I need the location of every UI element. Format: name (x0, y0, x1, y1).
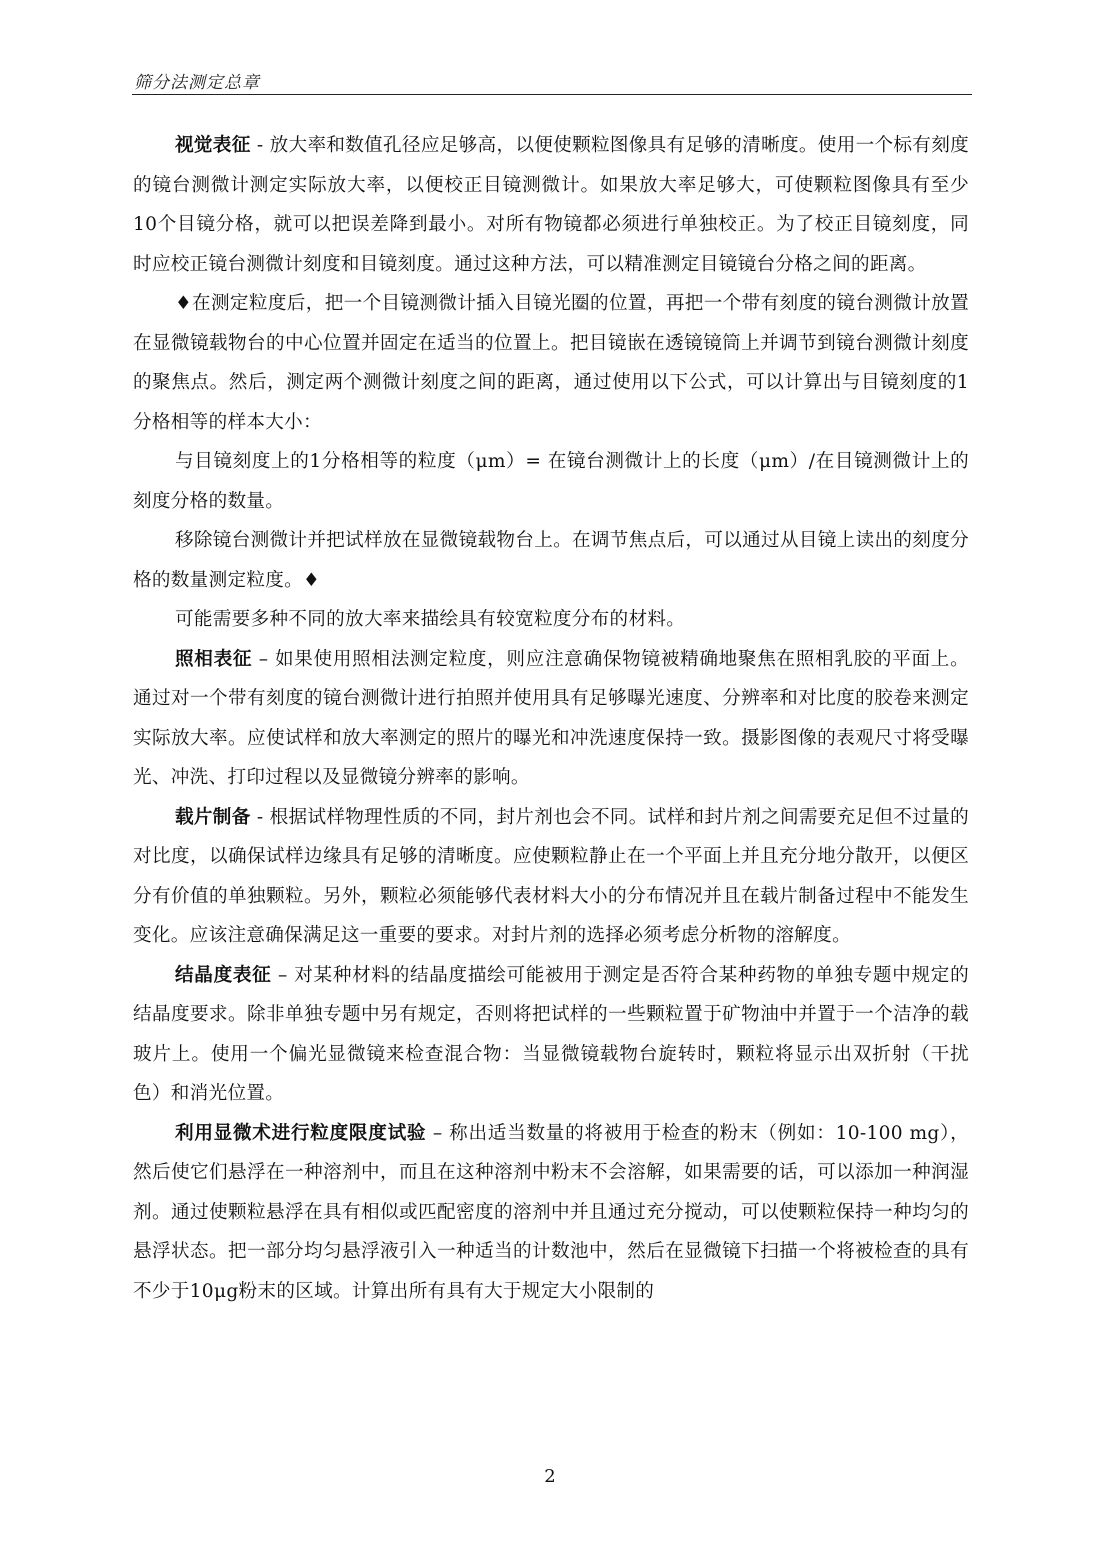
paragraph-separator: – (426, 1122, 450, 1144)
paragraph-term: 结晶度表征 (175, 964, 272, 986)
paragraph-separator: - (250, 806, 270, 828)
page-number: 2 (544, 1466, 556, 1487)
paragraph-term: 载片制备 (175, 806, 251, 828)
running-header (132, 64, 972, 95)
paragraph-separator: – (252, 648, 275, 670)
paragraph-text: 放大率和数值孔径应足够高，以便使颗粒图像具有足够的清晰度。使用一个标有刻度的镜台测微计测定实际放大率，以便校正目镜测微计。如果放大率足够大，可使颗粒图像具有至少10个目镜分格，就可以把误差降到最小。对所有物镜都必须进行单独校正。为了校正目镜刻度，同时应校正镜台测微计刻度和目镜刻度。通过这种方法，可以精准测定目镜镜台分格之间的距离。 (133, 135, 969, 275)
paragraph-magnification-note (133, 600, 969, 640)
paragraph-text: 与目镜刻度上的1分格相等的粒度（μm）= 在镜台测微计上的长度（μm）/在目镜测微计上的刻度分格的数量。 (133, 451, 969, 512)
paragraph-limit-test (133, 1114, 969, 1312)
paragraph-separator: - (250, 135, 270, 156)
paragraph-visual-characterization (133, 126, 969, 284)
paragraph-formula (133, 442, 969, 521)
paragraph-photographic-characterization (133, 640, 969, 798)
paragraph-calibration-procedure (133, 284, 969, 442)
paragraph-text: ♦在测定粒度后，把一个目镜测微计插入目镜光圈的位置，再把一个带有刻度的镜台测微计放置在显微镜载物台的中心位置并固定在适当的位置上。把目镜嵌在透镜镜筒上并调节到镜台测微计刻度的聚焦点。然后，测定两个测微计刻度之间的距离，通过使用以下公式，可以计算出与目镜刻度的1分格相等的样本大小： (133, 293, 969, 433)
paragraph-measure-particle-size (133, 521, 969, 600)
paragraph-text: 对某种材料的结晶度描绘可能被用于测定是否符合某种药物的单独专题中规定的结晶度要求。除非单独专题中另有规定，否则将把试样的一些颗粒置于矿物油中并置于一个洁净的载玻片上。使用一个偏光显微镜来检查混合物：当显微镜载物台旋转时，颗粒将显示出双折射（干扰色）和消光位置。 (133, 964, 969, 1104)
paragraph-text: 根据试样物理性质的不同，封片剂也会不同。试样和封片剂之间需要充足但不过量的对比度，以确保试样边缘具有足够的清晰度。应使颗粒静止在一个平面上并且充分地分散开，以便区分有价值的单独颗粒。另外，颗粒必须能够代表材料大小的分布情况并且在载片制备过程中不能发生变化。应该注意确保满足这一重要的要求。对封片剂的选择必须考虑分析物的溶解度。 (133, 806, 969, 946)
document-body (133, 126, 969, 1311)
paragraph-separator: – (271, 964, 295, 986)
paragraph-term: 视觉表征 (175, 135, 251, 156)
paragraph-term: 照相表征 (175, 648, 253, 670)
paragraph-slide-preparation (133, 798, 969, 956)
paragraph-text: 称出适当数量的将被用于检查的粉末（例如：10-100 mg），然后使它们悬浮在一种溶剂中，而且在这种溶剂中粉末不会溶解，如果需要的话，可以添加一种润湿剂。通过使颗粒悬浮在具有相似或匹配密度的溶剂中并且通过充分搅动，可以使颗粒保持一种均匀的悬浮状态。把一部分均匀悬浮液引入一种适当的计数池中，然后在显微镜下扫描一个将被检查的具有不少于10μg粉末的区域。计算出所有具有大于规定大小限制的 (133, 1122, 969, 1302)
paragraph-crystallinity-characterization (133, 956, 969, 1114)
paragraph-text: 可能需要多种不同的放大率来描绘具有较宽粒度分布的材料。 (175, 609, 686, 630)
paragraph-term: 利用显微术进行粒度限度试验 (175, 1122, 427, 1144)
paragraph-text: 移除镜台测微计并把试样放在显微镜载物台上。在调节焦点后，可以通过从目镜上读出的刻度分格的数量测定粒度。♦ (133, 530, 969, 591)
paragraph-text: 如果使用照相法测定粒度，则应注意确保物镜被精确地聚焦在照相乳胶的平面上。通过对一个带有刻度的镜台测微计进行拍照并使用具有足够曝光速度、分辨率和对比度的胶卷来测定实际放大率。应使试样和放大率测定的照片的曝光和冲洗速度保持一致。摄影图像的表观尺寸将受曝光、冲洗、打印过程以及显微镜分辨率的影响。 (133, 648, 969, 788)
running-header-title: 筛分法测定总章 (134, 73, 260, 93)
